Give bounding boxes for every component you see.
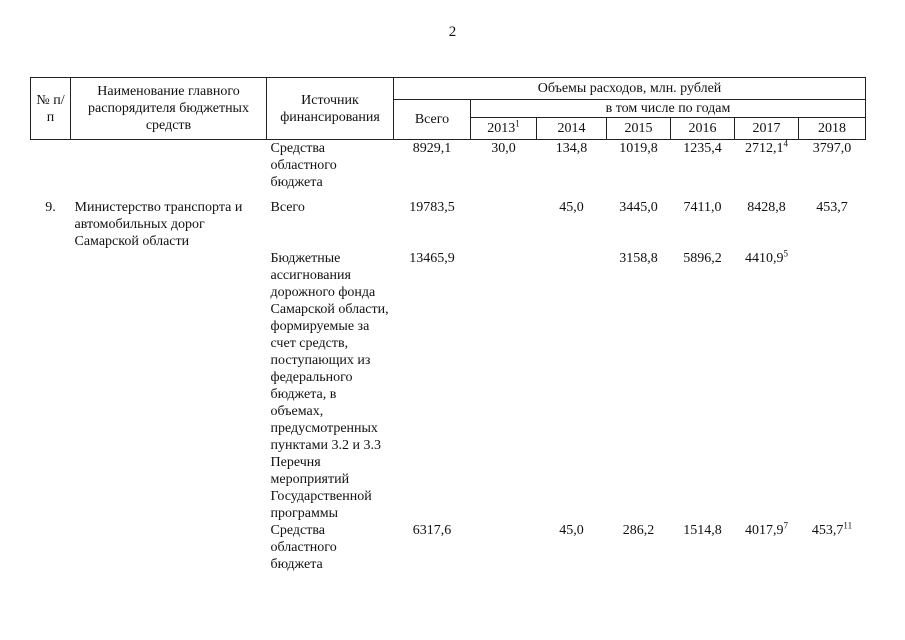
row-source: Средства областного бюджета: [270, 141, 337, 190]
row-year-value: [671, 522, 735, 573]
page-number: 2: [448, 24, 457, 40]
row-year-value: [607, 250, 671, 522]
row-year-value: [537, 140, 607, 192]
header-volumes: Объемы расходов, млн. рублей: [394, 78, 866, 100]
value-text: 7411,0: [683, 200, 722, 215]
row-number: [31, 522, 71, 573]
header-total: Всего: [394, 100, 471, 140]
row-number: 9.: [45, 200, 56, 215]
header-year-label: 2017: [752, 121, 781, 136]
value-text: 5896,2: [683, 251, 722, 266]
footnote-ref: 7: [783, 520, 788, 531]
row-year-value: [537, 522, 607, 573]
row-year-value: [607, 522, 671, 573]
header-by-years: в том числе по годам: [471, 100, 866, 118]
row-number: [31, 140, 71, 192]
row-year-value: [607, 140, 671, 192]
header-year: [671, 118, 735, 140]
value-text: 4410,9: [745, 251, 784, 266]
header-no: № п/п: [31, 78, 71, 140]
row-year-value: [607, 199, 671, 250]
row-total: 13465,9: [409, 251, 455, 266]
value-text: 453,7: [816, 200, 848, 215]
header-year: [471, 118, 537, 140]
row-year-value: [799, 140, 866, 192]
row-total: 6317,6: [412, 523, 452, 538]
row-distributor-name: Министерство транспорта и автомобильных дорог Самарской области: [74, 200, 243, 249]
header-year-label: 2018: [818, 121, 846, 136]
value-text: 3445,0: [619, 200, 658, 215]
value-text: 1235,4: [683, 141, 722, 156]
value-text: 453,7: [811, 523, 844, 538]
row-source: Всего: [270, 200, 305, 215]
row-year-value: [671, 250, 735, 522]
header-year: [735, 118, 799, 140]
row-year-value: [799, 199, 866, 250]
row-total: 8929,1: [412, 141, 452, 156]
header-year: [607, 118, 671, 140]
footnote-ref: 5: [783, 248, 788, 259]
value-text: 4017,9: [745, 523, 784, 538]
value-text: 3158,8: [619, 251, 658, 266]
value-text: 1019,8: [619, 141, 658, 156]
value-text: 8428,8: [747, 200, 786, 215]
header-year-label: 2014: [557, 121, 586, 136]
header-year-label: 2015: [624, 121, 653, 136]
table-row: [31, 199, 866, 250]
header-year-label: 2013: [487, 121, 516, 136]
value-text: 1514,8: [683, 523, 722, 538]
table-row: [31, 250, 866, 522]
table-body: [31, 140, 866, 574]
row-spacer-cell: [31, 191, 866, 199]
budget-table: [30, 77, 866, 573]
header-year-label: 2016: [688, 121, 717, 136]
table-row: [31, 522, 866, 573]
row-year-value: [537, 199, 607, 250]
header-year: [537, 118, 607, 140]
value-text: 134,8: [555, 141, 588, 156]
row-source: Бюджетные ассигнования дорожного фонда Самарской области, формируемые за счет средств, поступающих из федерального бюджета, в объемах, предусмотренных пунктами 3.2 и 3.3 Перечня мероприятий Государственной программы: [270, 251, 389, 521]
row-year-value: [671, 140, 735, 192]
row-year-value: [671, 199, 735, 250]
row-year-value: [471, 199, 537, 250]
row-source: Средства областного бюджета: [270, 523, 337, 572]
row-year-value: [471, 140, 537, 192]
footnote-ref: 1: [515, 118, 520, 129]
row-year-value: [537, 250, 607, 522]
row-distributor-name: [71, 522, 267, 573]
value-text: 30,0: [491, 141, 516, 156]
row-year-value: [735, 250, 799, 522]
row-year-value: [735, 140, 799, 192]
value-text: 45,0: [559, 523, 584, 538]
row-year-value: [471, 250, 537, 522]
header-year: [799, 118, 866, 140]
value-text: 286,2: [622, 523, 655, 538]
header-name: Наименование главного распорядителя бюджетных средств: [71, 78, 267, 140]
row-year-value: [735, 199, 799, 250]
value-text: 3797,0: [812, 141, 852, 156]
header-source: Источник финансирования: [267, 78, 394, 140]
table-row: [31, 140, 866, 192]
footnote-ref: 4: [783, 138, 788, 149]
row-year-value: [799, 522, 866, 573]
value-text: 45,0: [559, 200, 584, 215]
row-spacer: [31, 191, 866, 199]
table-header: [31, 78, 866, 140]
row-year-value: [735, 522, 799, 573]
row-year-value: [471, 522, 537, 573]
footnote-ref: 11: [843, 520, 853, 531]
row-distributor-name: [71, 250, 267, 522]
row-total: 19783,5: [409, 200, 455, 215]
row-number: [31, 250, 71, 522]
row-distributor-name: [71, 140, 267, 192]
row-year-value: [799, 250, 866, 522]
value-text: 2712,1: [745, 141, 784, 156]
